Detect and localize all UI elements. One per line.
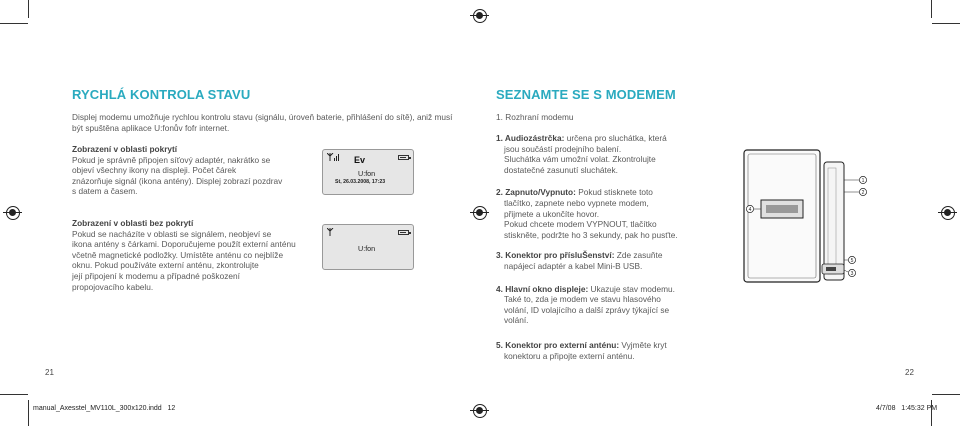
no-coverage-line: oknu. Pokud používáte externí anténu, zkontrolujte	[72, 260, 259, 271]
item-text: určena pro sluchátka, která	[564, 133, 667, 143]
lcd-display-coverage	[322, 149, 414, 195]
registration-mark-icon	[473, 404, 487, 418]
crop-mark	[28, 400, 29, 426]
page-title-right: SEZNAMTE SE S MODEMEM	[496, 87, 676, 102]
signal-antenna-icon	[327, 153, 341, 161]
registration-mark-icon	[6, 206, 20, 220]
item-line: volání, ID volajícího a další zprávy týkající se	[504, 304, 670, 315]
intro-line: Displej modemu umožňuje rychlou kontrolu stavu (signálu, úroveň baterie, přihlášení do sítě), aniž musí	[72, 112, 453, 122]
brand-text: U:fon	[358, 169, 376, 178]
item-line: stiskněte, podržte ho 3 sekundy, pak ho pusťte.	[504, 229, 678, 240]
crop-mark	[0, 394, 28, 395]
coverage-section	[72, 144, 312, 197]
footer-file: manual_Axesstel_MV110L_300x120.indd 12	[33, 405, 176, 412]
no-coverage-line: ikona antény s čárkami. Doporučujeme použít externí anténu	[72, 239, 296, 250]
item-line: dostatečné zasunutí sluchátek.	[504, 164, 618, 175]
page-title: RYCHLÁ KONTROLA STAVU	[72, 87, 251, 102]
crop-mark	[932, 394, 960, 395]
item-label: 4. Hlavní okno displeje:	[496, 283, 589, 294]
callout-number-3: 3	[850, 271, 854, 277]
coverage-line: objeví všechny ikony na displeji. Počet čárek	[72, 165, 237, 176]
no-coverage-line: včetně magnetické podložky. Umístěte anténu co nejblíže	[72, 249, 284, 260]
item-line: Sluchátka vám umožní volat. Zkontrolujte	[504, 154, 656, 165]
item-label: 5. Konektor pro externí anténu:	[496, 339, 620, 350]
callout-3	[844, 269, 856, 277]
modem-side	[824, 162, 844, 280]
footer-date: 4/7/08 1:45:32 PM	[876, 405, 938, 412]
list-item	[496, 187, 731, 240]
list-item	[496, 340, 731, 361]
modem-illustration	[736, 148, 872, 288]
callout-5	[844, 256, 856, 264]
no-coverage-line: propojovacího kabelu.	[72, 281, 154, 292]
list-item	[496, 284, 731, 326]
coverage-line: s datem a časem.	[72, 186, 138, 197]
subtitle: 1. Rozhraní modemu	[496, 112, 574, 122]
no-coverage-line: Pokud se nacházíte v oblasti se signálem, neobjeví se	[72, 228, 272, 239]
intro-line: být spuštěna aplikace U:fonův fofr internet.	[72, 122, 230, 133]
registration-mark-icon	[941, 206, 955, 220]
coverage-heading: Zobrazení v oblasti pokrytí	[72, 144, 178, 154]
modem-display-screen	[766, 205, 798, 213]
list-item	[496, 250, 731, 271]
no-coverage-line: její připojení k modemu a případné poškození	[72, 270, 240, 281]
page-number-left: 21	[45, 368, 54, 377]
intro-text	[72, 112, 472, 133]
callout-number-4: 4	[748, 207, 752, 213]
item-label: 1. Audiozástrčka:	[496, 133, 565, 143]
item-line: napájecí adaptér a kabel Mini-B USB.	[504, 260, 643, 271]
callout-number-2: 2	[861, 190, 865, 196]
item-text: Zde zasuňte	[614, 250, 663, 261]
item-text: Ukazuje stav modemu.	[588, 283, 675, 294]
registration-mark-icon	[473, 206, 487, 220]
crop-mark	[931, 400, 932, 426]
no-coverage-heading: Zobrazení v oblasti bez pokrytí	[72, 218, 194, 228]
callout-1	[844, 176, 867, 184]
item-line: Pokud chcete modem VYPNOUT, tlačítko	[504, 219, 657, 230]
battery-icon	[398, 155, 409, 160]
callout-2	[844, 188, 867, 196]
list-item	[496, 133, 731, 175]
greeting-text: Ev	[354, 155, 366, 165]
no-coverage-section	[72, 218, 312, 292]
item-text: Pokud stisknete toto	[575, 187, 653, 198]
item-line: konektoru a připojte externí anténu.	[504, 350, 635, 361]
item-line: Také to, zda je modem ve stavu hlasového	[504, 294, 661, 305]
item-label: 2. Zapnuto/Vypnuto:	[496, 187, 576, 198]
item-line: volání.	[504, 315, 529, 326]
crop-mark	[28, 0, 29, 18]
crop-mark	[932, 23, 960, 24]
page-number-right: 22	[905, 368, 914, 377]
brand-text: U:fon	[358, 244, 376, 253]
lcd-display-no-coverage	[322, 224, 414, 270]
crop-mark	[931, 0, 932, 18]
item-line: jsou součástí prodejního balení.	[504, 143, 622, 154]
crop-mark	[0, 23, 28, 24]
coverage-line: znázorňuje signál (ikona antény). Displej zobrazí pozdrav	[72, 175, 283, 186]
battery-icon	[398, 230, 409, 235]
antenna-icon	[327, 228, 335, 236]
coverage-line: Pokud je správně připojen síťový adaptér, nakrátko se	[72, 154, 271, 165]
item-line: přijmete a ukončíte hovor.	[504, 208, 600, 219]
item-text: Vyjměte kryt	[619, 339, 667, 350]
callout-number-5: 5	[850, 258, 854, 264]
datetime-text: St, 26.03.2008, 17:23	[335, 179, 386, 185]
callout-number-1: 1	[861, 178, 865, 184]
items-list	[496, 133, 731, 368]
usb-port	[826, 267, 836, 271]
item-label: 3. Konektor pro přísluŠenství:	[496, 250, 615, 261]
registration-mark-icon	[473, 9, 487, 23]
item-line: tlačítko, zapnete nebo vypnete modem,	[504, 197, 649, 208]
